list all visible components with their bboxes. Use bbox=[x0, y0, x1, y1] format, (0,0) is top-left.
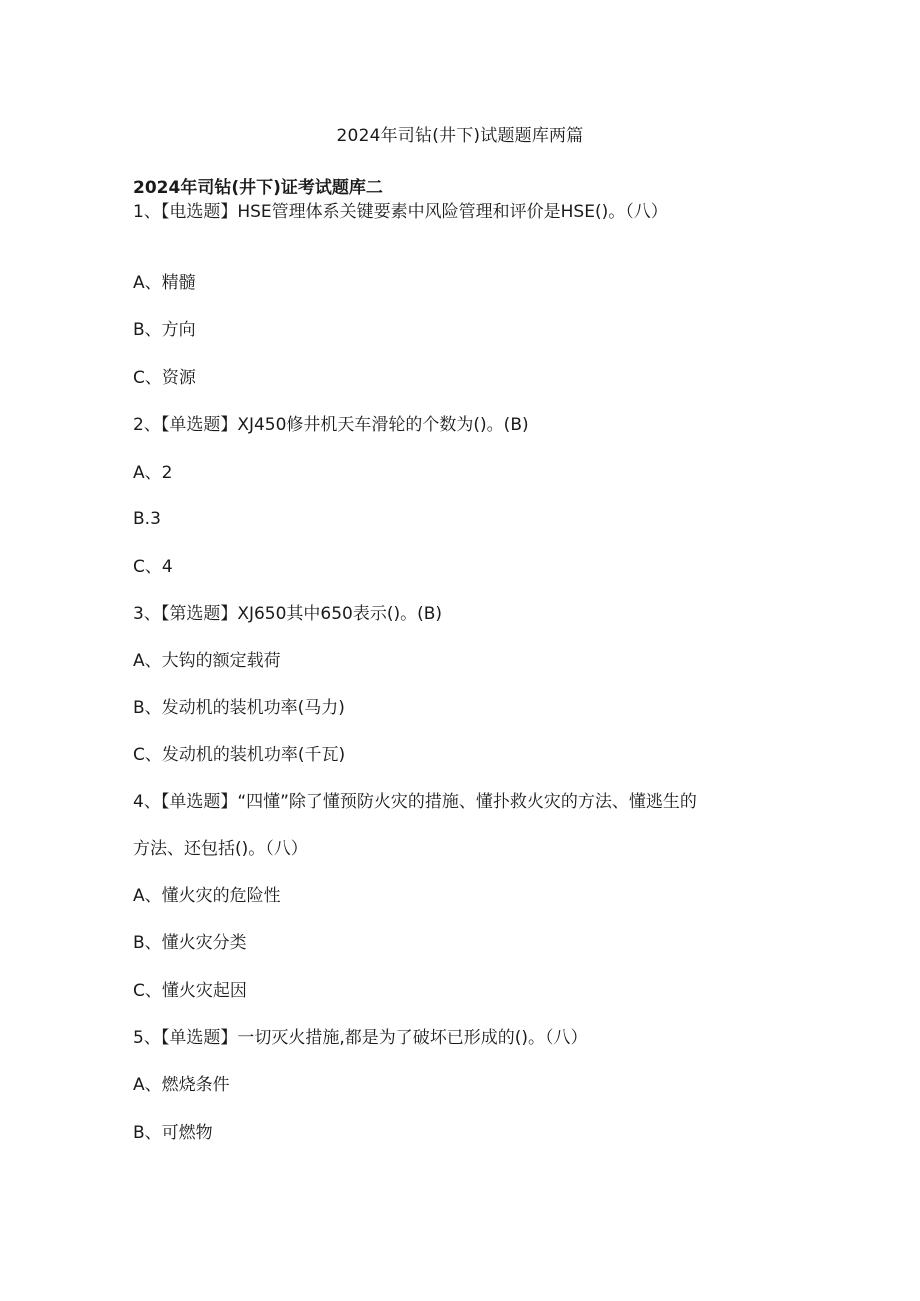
option-4b: B、懂火灾分类 bbox=[133, 933, 247, 953]
option-5b: B、可燃物 bbox=[133, 1123, 213, 1143]
question-4: 4、【单选题】“四懂”除了懂预防火灾的措施、懂扑救火灾的方法、懂逃生的 bbox=[133, 792, 697, 812]
option-2c: C、4 bbox=[133, 557, 173, 577]
option-1c: C、资源 bbox=[133, 368, 196, 388]
document-title: 2024年司钻(井下)试题题库两篇 bbox=[336, 126, 584, 146]
option-3a: A、大钩的额定载荷 bbox=[133, 651, 281, 671]
option-3c: C、发动机的装机功率(千瓦) bbox=[133, 745, 346, 765]
section-heading: 2024年司钻(井下)证考试题库二 bbox=[133, 178, 383, 198]
option-5a: A、燃烧条件 bbox=[133, 1075, 230, 1095]
option-4a: A、懂火灾的危险性 bbox=[133, 886, 281, 906]
option-1a: A、精髓 bbox=[133, 273, 196, 293]
question-3: 3、【第选题】XJ650其中650表示()。(B) bbox=[133, 604, 443, 624]
option-1b: B、方向 bbox=[133, 320, 196, 340]
question-2: 2、【单选题】XJ450修井机天车滑轮的个数为()。(B) bbox=[133, 415, 529, 435]
question-5: 5、【单选题】一切灭火措施,都是为了破坏已形成的()。（八） bbox=[133, 1028, 588, 1048]
option-2a: A、2 bbox=[133, 463, 173, 483]
option-2b: B.3 bbox=[133, 509, 161, 529]
question-1: 1、【电选题】HSE管理体系关键要素中风险管理和评价是HSE()。（八） bbox=[133, 202, 668, 222]
question-4-continued: 方法、还包括()。（八） bbox=[133, 839, 308, 859]
option-3b: B、发动机的装机功率(马力) bbox=[133, 698, 345, 718]
option-4c: C、懂火灾起因 bbox=[133, 981, 247, 1001]
